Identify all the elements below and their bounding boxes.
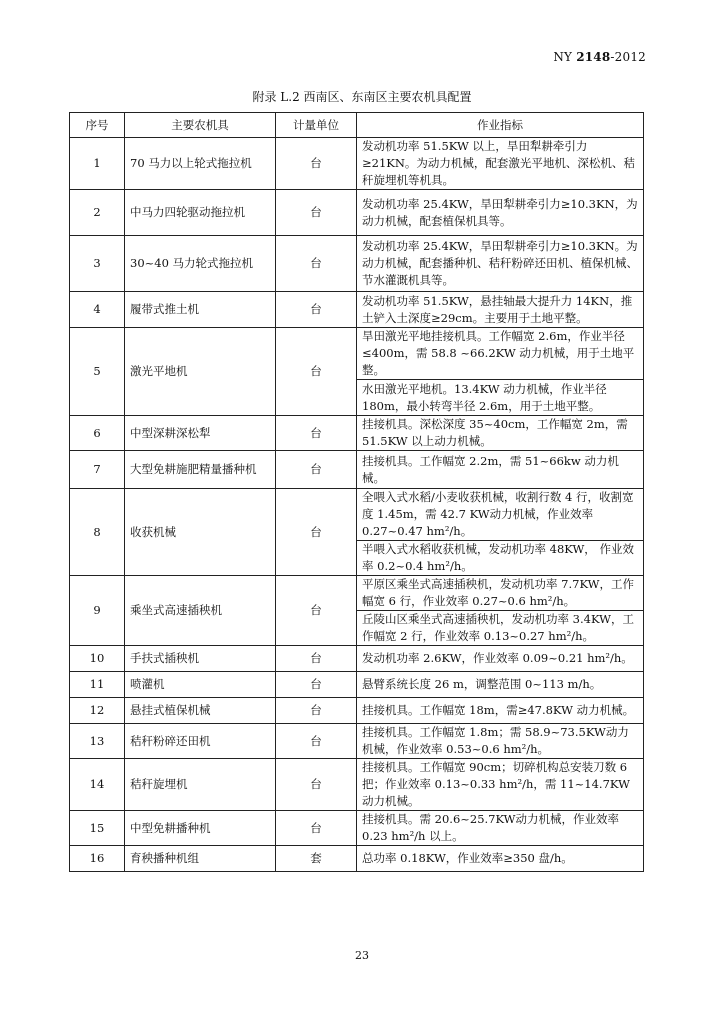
standard-year: -2012 — [610, 50, 646, 64]
row-spec: 发动机功率 25.4KW，旱田犁耕牵引力≥10.3KN，为动力机械，配套植保机具等。 — [357, 190, 644, 236]
row-unit: 台 — [276, 451, 357, 489]
row-serial: 14 — [70, 759, 125, 811]
row-machinery-name: 秸秆粉碎还田机 — [125, 724, 276, 759]
standard-code — [553, 50, 646, 64]
row-spec: 悬臂系统长度 26 m，调整范围 0~113 m/h。 — [357, 672, 644, 698]
standard-prefix: NY — [553, 50, 577, 64]
row-serial: 13 — [70, 724, 125, 759]
table-row — [70, 292, 644, 328]
row-spec: 水田激光平地机。13.4KW 动力机械，作业半径 180m，最小转弯半径 2.6m，用于土地平整。 — [357, 380, 644, 416]
row-machinery-name: 悬挂式植保机械 — [125, 698, 276, 724]
table-header-row — [70, 113, 644, 138]
table-row — [70, 698, 644, 724]
row-unit: 台 — [276, 698, 357, 724]
row-spec: 挂接机具。需 20.6~25.7KW动力机械，作业效率 0.23 hm²/h 以上。 — [357, 811, 644, 846]
row-unit: 台 — [276, 138, 357, 190]
row-unit: 台 — [276, 416, 357, 451]
header-spec: 作业指标 — [357, 113, 644, 138]
row-machinery-name: 中马力四轮驱动拖拉机 — [125, 190, 276, 236]
table-row — [70, 328, 644, 380]
row-serial: 12 — [70, 698, 125, 724]
row-unit: 台 — [276, 811, 357, 846]
row-serial: 1 — [70, 138, 125, 190]
row-spec: 总功率 0.18KW，作业效率≥350 盘/h。 — [357, 846, 644, 872]
standard-number: 2148 — [576, 50, 611, 64]
row-machinery-name: 秸秆旋埋机 — [125, 759, 276, 811]
row-serial: 11 — [70, 672, 125, 698]
table-body — [70, 138, 644, 872]
row-machinery-name: 大型免耕施肥精量播种机 — [125, 451, 276, 489]
row-serial: 2 — [70, 190, 125, 236]
row-unit: 台 — [276, 292, 357, 328]
table-row — [70, 190, 644, 236]
row-serial: 6 — [70, 416, 125, 451]
row-machinery-name: 收获机械 — [125, 489, 276, 576]
row-spec: 挂接机具。深松深度 35~40cm，工作幅宽 2m，需 51.5KW 以上动力机械。 — [357, 416, 644, 451]
row-serial: 16 — [70, 846, 125, 872]
table-row — [70, 576, 644, 611]
row-serial: 10 — [70, 646, 125, 672]
row-spec: 发动机功率 2.6KW，作业效率 0.09~0.21 hm²/h。 — [357, 646, 644, 672]
table-row — [70, 846, 644, 872]
row-unit: 台 — [276, 646, 357, 672]
row-machinery-name: 育秧播种机组 — [125, 846, 276, 872]
row-machinery-name: 履带式推土机 — [125, 292, 276, 328]
row-unit: 台 — [276, 759, 357, 811]
header-serial: 序号 — [70, 113, 125, 138]
row-serial: 4 — [70, 292, 125, 328]
row-serial: 5 — [70, 328, 125, 416]
row-machinery-name: 70 马力以上轮式拖拉机 — [125, 138, 276, 190]
row-spec: 挂接机具。工作幅宽 1.8m；需 58.9~73.5KW动力机械，作业效率 0.53~0.6 hm²/h。 — [357, 724, 644, 759]
row-serial: 8 — [70, 489, 125, 576]
table-row — [70, 672, 644, 698]
row-unit: 台 — [276, 489, 357, 576]
table-row — [70, 138, 644, 190]
row-spec: 丘陵山区乘坐式高速插秧机，发动机功率 3.4KW，工作幅宽 2 行，作业效率 0.13~0.27 hm²/h。 — [357, 611, 644, 646]
row-unit: 套 — [276, 846, 357, 872]
page-number: 23 — [355, 949, 369, 962]
row-spec: 全喂入式水稻/小麦收获机械，收割行数 4 行，收割宽度 1.45m，需 42.7 KW动力机械，作业效率 0.27~0.47 hm²/h。 — [357, 489, 644, 541]
table-caption: 附录 L.2 西南区、东南区主要农机具配置 — [252, 90, 472, 104]
table-row — [70, 811, 644, 846]
row-serial: 9 — [70, 576, 125, 646]
row-machinery-name: 中型免耕播种机 — [125, 811, 276, 846]
row-unit: 台 — [276, 724, 357, 759]
row-machinery-name: 喷灌机 — [125, 672, 276, 698]
row-serial: 3 — [70, 236, 125, 292]
row-machinery-name: 30~40 马力轮式拖拉机 — [125, 236, 276, 292]
header-machinery: 主要农机具 — [125, 113, 276, 138]
table-row — [70, 646, 644, 672]
row-spec: 挂接机具。工作幅宽 90cm；切碎机构总安装刀数 6 把；作业效率 0.13~0.33 hm²/h，需 11~14.7KW动力机械。 — [357, 759, 644, 811]
row-spec: 发动机功率 51.5KW 以上，旱田犁耕牵引力≥21KN。为动力机械，配套激光平地机、深松机、秸秆旋埋机等机具。 — [357, 138, 644, 190]
row-serial: 7 — [70, 451, 125, 489]
table-row — [70, 724, 644, 759]
row-unit: 台 — [276, 328, 357, 416]
row-spec: 半喂入式水稻收获机械，发动机功率 48KW， 作业效率 0.2~0.4 hm²/h。 — [357, 541, 644, 576]
row-spec: 平原区乘坐式高速插秧机，发动机功率 7.7KW，工作幅宽 6 行，作业效率 0.27~0.6 hm²/h。 — [357, 576, 644, 611]
row-spec: 发动机功率 25.4KW，旱田犁耕牵引力≥10.3KN。为动力机械，配套播种机、秸秆粉碎还田机、植保机械、节水灌溉机具等。 — [357, 236, 644, 292]
row-spec: 挂接机具。工作幅宽 2.2m，需 51~66kw 动力机械。 — [357, 451, 644, 489]
row-spec: 旱田激光平地挂接机具。工作幅宽 2.6m，作业半径≤400m，需 58.8 ~66.2KW 动力机械，用于土地平整。 — [357, 328, 644, 380]
row-spec: 挂接机具。工作幅宽 18m，需≥47.8KW 动力机械。 — [357, 698, 644, 724]
row-machinery-name: 手扶式插秧机 — [125, 646, 276, 672]
table-row — [70, 416, 644, 451]
row-unit: 台 — [276, 190, 357, 236]
table-row — [70, 759, 644, 811]
row-unit: 台 — [276, 236, 357, 292]
table-row — [70, 451, 644, 489]
table-row — [70, 236, 644, 292]
machinery-table — [69, 112, 644, 872]
row-spec: 发动机功率 51.5KW，悬挂轴最大提升力 14KN，推土铲入土深度≥29cm。主要用于土地平整。 — [357, 292, 644, 328]
row-unit: 台 — [276, 672, 357, 698]
row-serial: 15 — [70, 811, 125, 846]
row-machinery-name: 乘坐式高速插秧机 — [125, 576, 276, 646]
header-unit: 计量单位 — [276, 113, 357, 138]
table-row — [70, 489, 644, 541]
row-machinery-name: 激光平地机 — [125, 328, 276, 416]
row-machinery-name: 中型深耕深松犁 — [125, 416, 276, 451]
row-unit: 台 — [276, 576, 357, 646]
